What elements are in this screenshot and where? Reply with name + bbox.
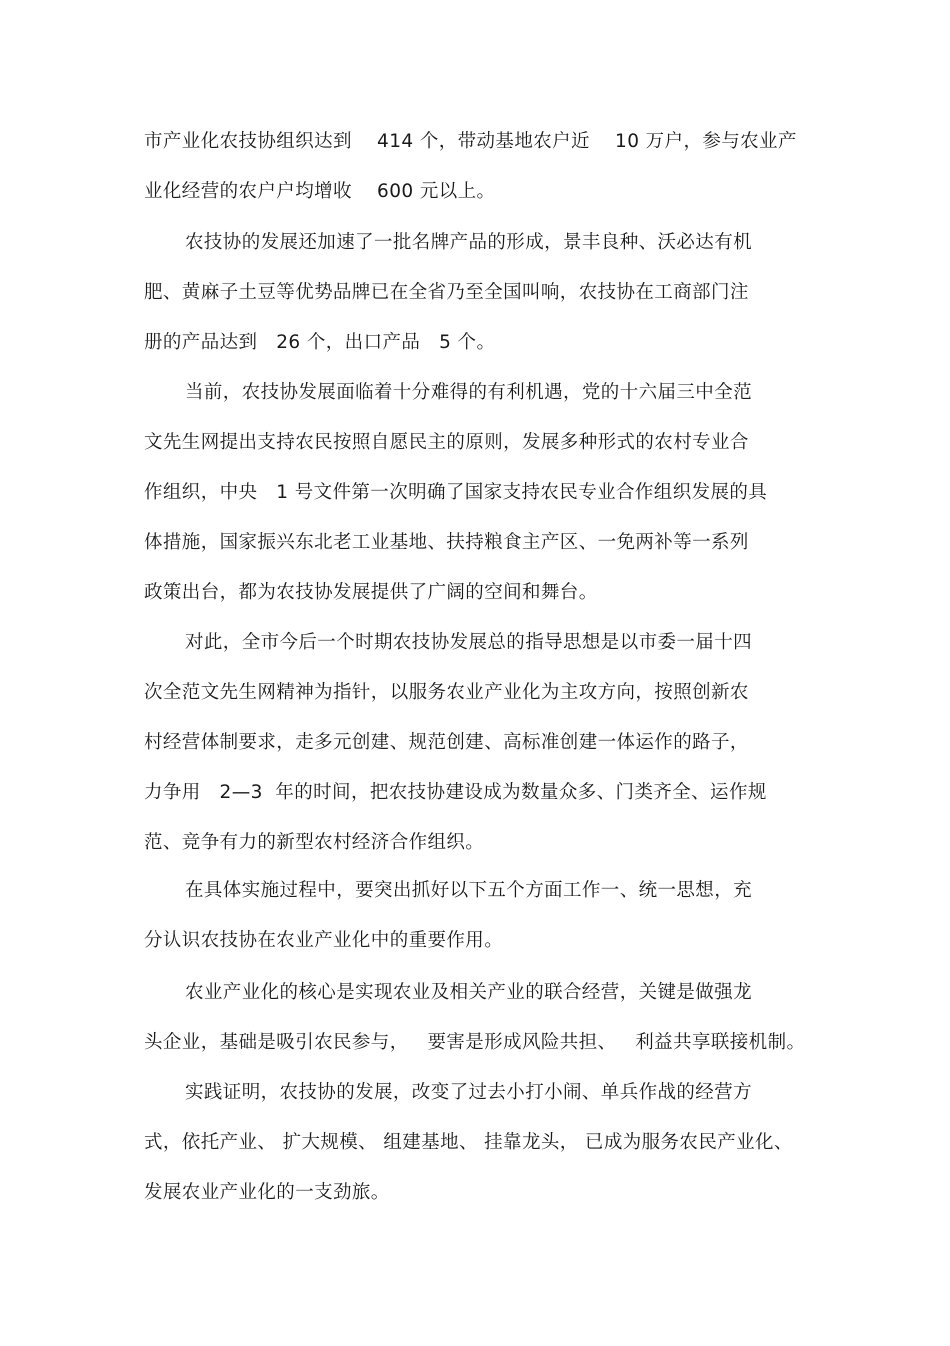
text-line: 政策出台，都为农技协发展提供了广阔的空间和舞台。 bbox=[144, 582, 598, 603]
paragraph-first-line: 农业产业化的核心是实现农业及相关产业的联合经营，关键是做强龙 bbox=[185, 982, 753, 1003]
text-line: 体措施，国家振兴东北老工业基地、扶持粮食主产区、一免两补等一系列 bbox=[144, 532, 749, 553]
text-line: 册的产品达到 26 个，出口产品 5 个。 bbox=[144, 332, 496, 353]
text-line: 式，依托产业、 扩大规模、 组建基地、 挂靠龙头， 已成为服务农民产业化、 bbox=[144, 1132, 793, 1153]
text-line: 发展农业产业化的一支劲旅。 bbox=[144, 1182, 390, 1203]
paragraph-first-line: 农技协的发展还加速了一批名牌产品的形成，景丰良种、沃必达有机 bbox=[185, 232, 753, 253]
paragraph-first-line: 当前，农技协发展面临着十分难得的有利机遇，党的十六届三中全范 bbox=[185, 382, 753, 403]
text-line: 次全范文先生网精神为指针，以服务农业产业化为主攻方向，按照创新农 bbox=[144, 682, 749, 703]
text-line: 业化经营的农户户均增收 600 元以上。 bbox=[144, 181, 496, 202]
text-line: 力争用 2—3 年的时间，把农技协建设成为数量众多、门类齐全、运作规 bbox=[144, 782, 767, 803]
paragraph-first-line: 实践证明，农技协的发展，改变了过去小打小闹、单兵作战的经营方 bbox=[185, 1082, 753, 1103]
text-line: 头企业，基础是吸引农民参与， 要害是形成风险共担、 利益共享联接机制。 bbox=[144, 1032, 806, 1053]
text-line: 作组织，中央 1 号文件第一次明确了国家支持农民专业合作组织发展的具 bbox=[144, 482, 768, 503]
text-line: 范、竞争有力的新型农村经济合作组织。 bbox=[144, 832, 485, 853]
text-line: 文先生网提出支持农民按照自愿民主的原则，发展多种形式的农村专业合 bbox=[144, 432, 749, 453]
text-line: 分认识农技协在农业产业化中的重要作用。 bbox=[144, 930, 504, 951]
text-line: 村经营体制要求，走多元创建、规范创建、高标准创建一体运作的路子， bbox=[144, 732, 749, 753]
paragraph-first-line: 对此，全市今后一个时期农技协发展总的指导思想是以市委一届十四 bbox=[185, 632, 753, 653]
text-line: 肥、黄麻子土豆等优势品牌已在全省乃至全国叫响，农技协在工商部门注 bbox=[144, 282, 749, 303]
text-line: 市产业化农技协组织达到 414 个，带动基地农户近 10 万户，参与农业产 bbox=[144, 131, 797, 152]
paragraph-first-line: 在具体实施过程中，要突出抓好以下五个方面工作一、统一思想，充 bbox=[185, 880, 753, 901]
